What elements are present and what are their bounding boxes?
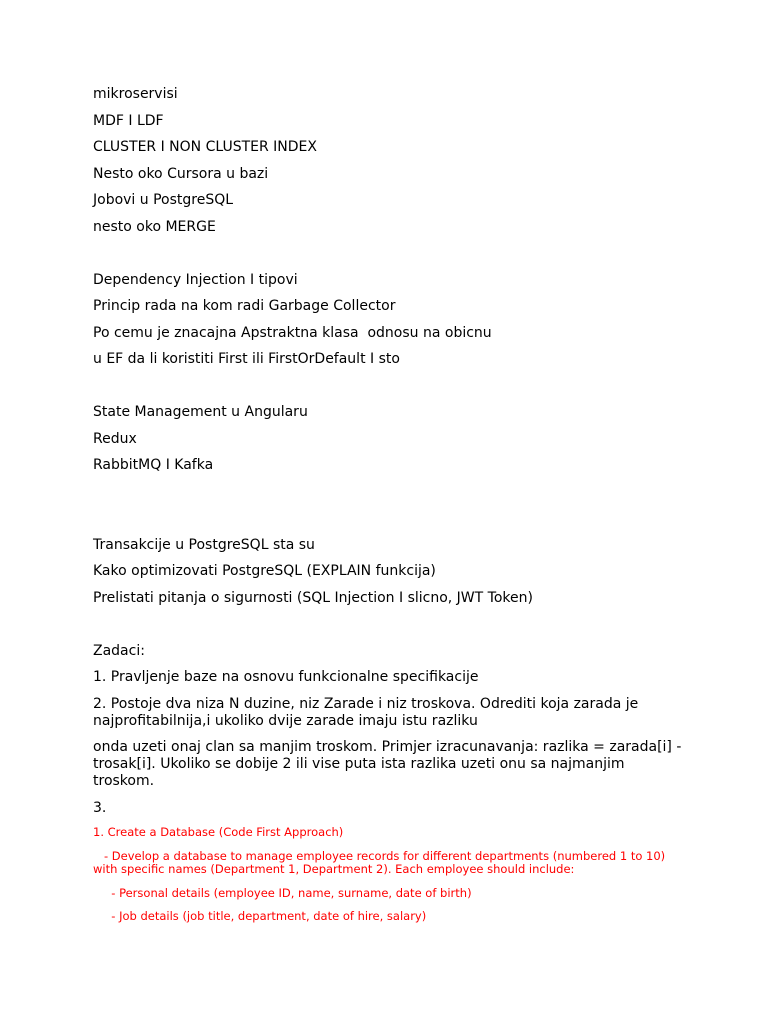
document-page bbox=[93, 86, 686, 924]
task-item: onda uzeti onaj clan sa manjim troskom. Primjer izracunavanja: razlika = zarada[i] - trosak[i]. Ukoliko se dobije 2 ili vise puta ista razlika uzeti onu sa najmanjim troskom. bbox=[93, 739, 686, 789]
red-note-line: 1. Create a Database (Code First Approach) bbox=[93, 825, 344, 839]
text-line: mikroservisi bbox=[93, 86, 178, 102]
text-line: Kako optimizovati PostgreSQL (EXPLAIN funkcija) bbox=[93, 563, 436, 579]
text-line: RabbitMQ I Kafka bbox=[93, 457, 214, 473]
text-line: Nesto oko Cursora u bazi bbox=[93, 165, 269, 182]
text-line: Transakcije u PostgreSQL sta su bbox=[93, 536, 315, 553]
section-heading-zadaci: Zadaci: bbox=[93, 642, 145, 659]
text-line: Princip rada na kom radi Garbage Collector bbox=[93, 298, 396, 314]
red-note-line: - Develop a database to manage employee records for different departments (numbered 1 to 10) with specific names (Department 1, Department 2). Each employee should include: bbox=[93, 848, 669, 876]
task-item: 3. bbox=[93, 799, 107, 816]
text-line: Redux bbox=[93, 430, 137, 447]
task-item: 2. Postoje dva niza N duzine, niz Zarade i niz troskova. Odrediti koja zarada je najprofitabilnija,i ukoliko dvije zarade imaju istu razliku bbox=[93, 695, 643, 729]
text-line: Jobovi u PostgreSQL bbox=[93, 192, 234, 208]
red-note-line: - Personal details (employee ID, name, surname, date of birth) bbox=[93, 885, 472, 900]
red-note-line: - Job details (job title, department, date of hire, salary) bbox=[93, 909, 427, 923]
text-line: Prelistati pitanja o sigurnosti (SQL Injection I slicno, JWT Token) bbox=[93, 589, 533, 606]
text-line: MDF I LDF bbox=[93, 112, 164, 129]
task-item: 1. Pravljenje baze na osnovu funkcionalne specifikacije bbox=[93, 669, 479, 685]
text-line: Po cemu je znacajna Apstraktna klasa odnosu na obicnu bbox=[93, 324, 492, 341]
text-line: u EF da li koristiti First ili FirstOrDefault I sto bbox=[93, 351, 400, 367]
text-line: CLUSTER I NON CLUSTER INDEX bbox=[93, 139, 317, 155]
text-line: nesto oko MERGE bbox=[93, 218, 216, 235]
text-line: Dependency Injection I tipovi bbox=[93, 271, 298, 288]
text-line: State Management u Angularu bbox=[93, 404, 308, 420]
